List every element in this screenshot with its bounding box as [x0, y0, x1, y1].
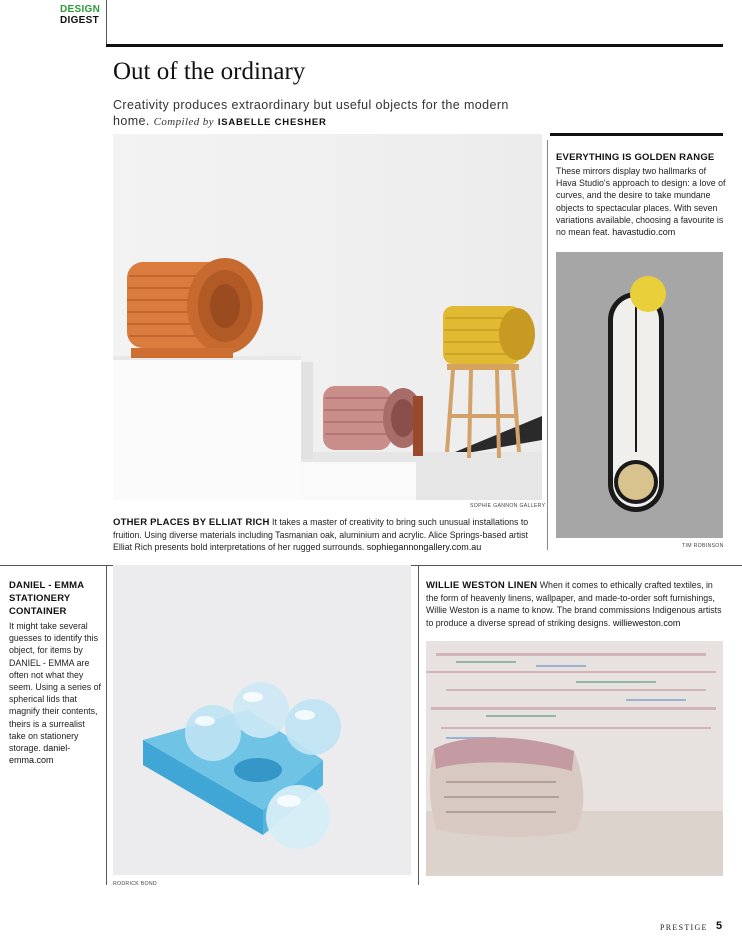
photo-credit-golden: TIM ROBINSON	[682, 543, 724, 549]
header-divider	[106, 0, 107, 47]
page-number: 5	[716, 920, 723, 932]
elliat-caption	[113, 516, 543, 554]
daniel-heading: DANIEL - EMMA STATIONERY CONTAINER	[9, 580, 84, 617]
golden-body: These mirrors display two hallmarks of Hava Studio's approach to design: a love of curves, and the desire to take mundane objects to spectacular places. With seven variations available, choosing a favourite is no mean feat.	[556, 166, 726, 238]
golden-heading: EVERYTHING IS GOLDEN RANGE	[556, 152, 715, 163]
daniel-body: It might take several guesses to identify this object, for items by DANIEL - EMMA are often not what they seem. Using a series of spherical lids that magnify their contents, theirs is a surrealist take on stationery storage.	[9, 621, 101, 754]
right-rule	[550, 133, 723, 136]
photo-credit-elliat: SOPHIE GANNON GALLERY	[470, 503, 546, 509]
article-dek	[113, 97, 533, 131]
column-divider	[547, 140, 548, 550]
linen-photo	[426, 641, 723, 876]
golden-link[interactable]: havastudio.com	[612, 227, 676, 238]
daniel-link[interactable]: daniel-emma.com	[9, 743, 71, 766]
willie-heading: WILLIE WESTON LINEN	[426, 580, 538, 591]
author-name: ISABELLE CHESHER	[217, 117, 327, 128]
elliat-link[interactable]: sophiegannongallery.com.au	[366, 542, 482, 553]
daniel-caption	[9, 620, 101, 766]
photo-credit-daniel: RODRICK BOND	[113, 881, 157, 887]
willie-caption	[426, 579, 726, 629]
compiled-by: Compiled by	[153, 116, 214, 128]
container-photo	[113, 565, 411, 875]
article-title: Out of the ordinary	[113, 58, 306, 85]
top-rule	[106, 44, 723, 47]
right-divider	[418, 565, 419, 885]
golden-caption	[556, 165, 726, 238]
dek-text: Creativity produces extraordinary but useful objects for the modern home.	[113, 98, 509, 128]
sculpture-photo	[113, 134, 542, 500]
magazine-name: PRESTIGE	[660, 923, 708, 932]
left-divider	[106, 565, 107, 885]
elliat-body: It takes a master of creativity to bring such unusual installations to fruition. Using diverse materials including Tasmanian oak, aluminium and acrylic. Alice Springs-based artist Elliat Rich presents bold interpretations of her rugged surrounds.	[113, 517, 529, 553]
section-sublabel: DIGEST	[60, 15, 100, 26]
willie-body: When it comes to ethically crafted textiles, in the form of heavenly linens, wallpaper, and made-to-order soft furnishings, Willie Weston is a name to know. The brand commissions Indigenous artists to produce a diverse spread of striking designs.	[426, 580, 722, 628]
elliat-heading: OTHER PLACES BY ELLIAT RICH	[113, 517, 270, 528]
mirror-photo	[556, 252, 723, 538]
section-label: DESIGN	[60, 4, 101, 15]
willie-link[interactable]: willieweston.com	[612, 617, 681, 628]
